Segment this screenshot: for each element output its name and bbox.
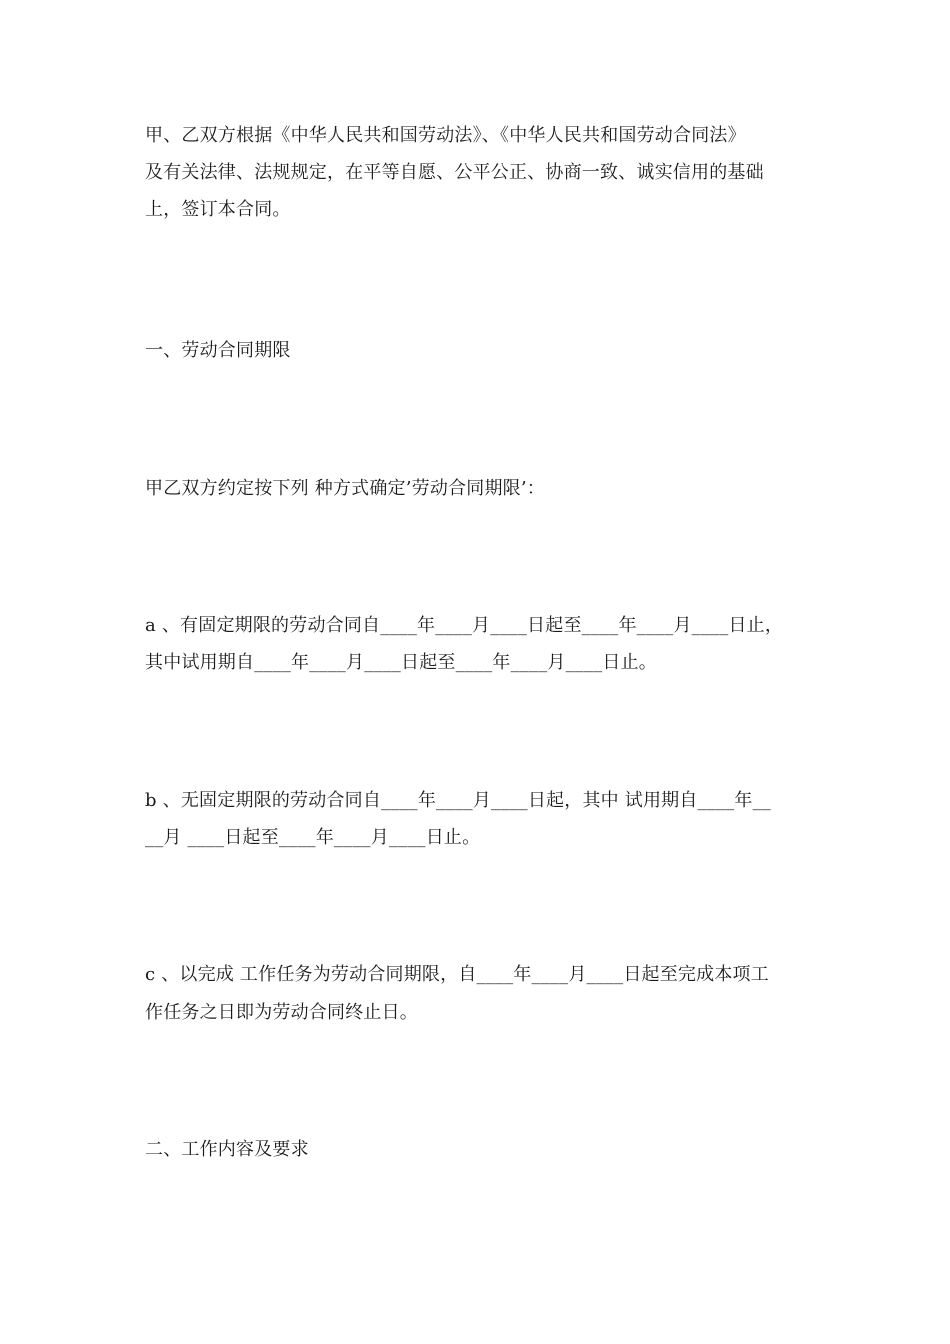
section-1-heading: 一、劳动合同期限 [145,340,291,361]
section-2-heading: 二、工作内容及要求 [145,1139,309,1160]
item-a-line-1: a 、有固定期限的劳动合同自____年____月____日起至____年____月____日止， [145,615,784,636]
item-c-line-2: 作任务之日即为劳动合同终止日。 [145,1002,418,1023]
section-1-lead: 甲乙双方约定按下列 种方式确定’劳动合同期限’： [145,478,545,499]
intro-line-2: 及有关法律、法规规定，在平等自愿、公平公正、协商一致、诚实信用的基础 [145,162,764,183]
item-b-line-1: b 、无固定期限的劳动合同自____年____月____日起，其中 试用期自____年__ [145,790,771,811]
item-a-line-2: 其中试用期自____年____月____日起至____年____月____日止。 [145,652,657,673]
intro-line-3: 上，签订本合同。 [145,199,291,220]
intro-line-1: 甲、乙双方根据《中华人民共和国劳动法》、《中华人民共和国劳动合同法》 [145,125,746,146]
item-b-line-2: __月 ____日起至____年____月____日止。 [145,827,481,848]
item-c-line-1: c 、以完成 工作任务为劳动合同期限，自____年____月____日起至完成本项工 [145,964,769,985]
